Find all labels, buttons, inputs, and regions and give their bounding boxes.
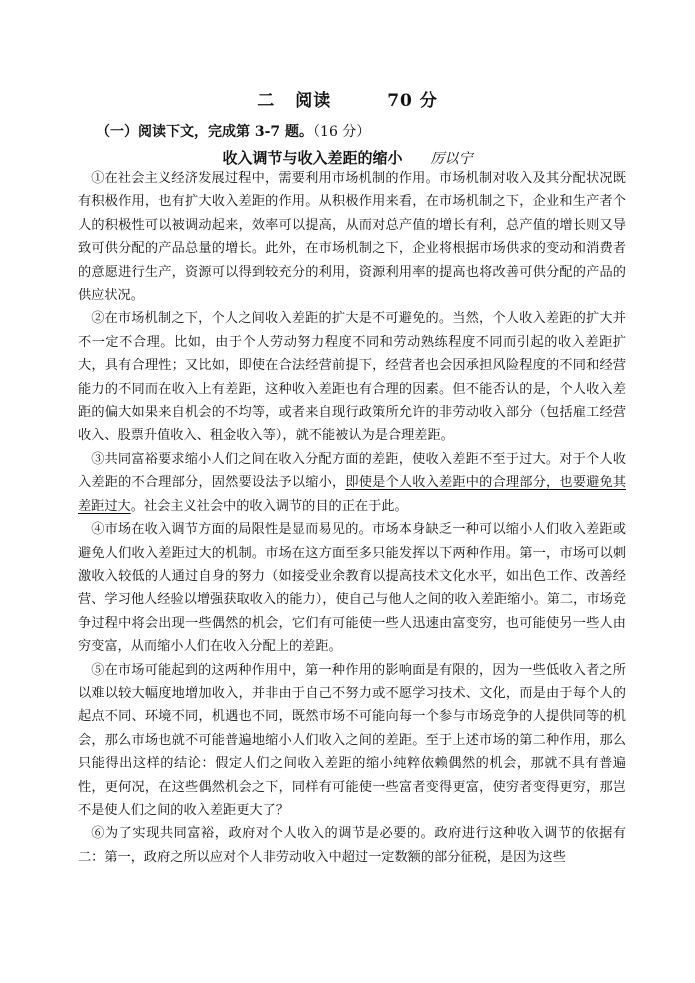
section-number: 二 [257,91,276,111]
paragraph-3 [78,448,626,518]
paragraph-1: ①在社会主义经济发展过程中，需要利用市场机制的作用。市场机制对收入及其分配状况既有积极作用，也有扩大收入差距的作用。从积极作用来看，在市场机制之下，企业和生产者个人的积极性可以被调动起来，效率可以提高，从而对总产值的增长有利，总产值的增长则又导致可供分配的产品总量的增长。此外，在市场机制之下，企业将根据市场供求的变动和消费者的意愿进行生产，资源可以得到较充分的利用，资源利用率的提高也将改善可供分配的产品的供应状况。 [78,171,626,304]
article-title [0,147,695,168]
paragraph-4: ④市场在收入调节方面的局限性是显而易见的。市场本身缺乏一种可以缩小人们收入差距或避免人们收入差距过大的机制。市场在这方面至多只能发挥以下两种作用。第一，市场可以刺激收入较低的人通过自身的努力（如接受业余教育以提高技术文化水平，如出色工作、改善经营、学习他人经验以增强获取收入的能力），使自己与他人之间的收入差距缩小。第二，市场竞争过程中将会出现一些偶然的机会，它们有可能使一些人迅速由富变穷，也可能使另一些人由穷变富，从而缩小人们在收入分配上的差距。 [78,522,626,655]
underlined-sentence: 即使是个人收入差距中的合理部分，也要避免其差距过大 [78,475,626,514]
subsection-label: （一）阅读下文，完成第 3-7 题。 [96,124,314,140]
section-name: 阅读 [295,91,332,111]
article-body [78,167,626,869]
subsection-heading [96,121,370,141]
paragraph-6: ⑥为了实现共同富裕，政府对个人收入的调节是必要的。政府进行这种收入调节的依据有二：第一，政府之所以应对个人非劳动收入中超过一定数额的部分征税，是因为这些 [78,826,626,865]
article-title-text: 收入调节与收入差距的缩小 [222,149,403,167]
paragraph-2: ②在市场机制之下，个人之间收入差距的扩大是不可避免的。当然，个人收入差距的扩大并不一定不合理。比如，由于个人劳动努力程度不同和劳动熟练程度不同而引起的收入差距扩大，具有合理性；又比如，即使在合法经营前提下，经营者也会因承担风险程度的不同和经营能力的不同而在收入上有差距，这种收入差距也有合理的因素。但不能否认的是，个人收入差距的偏大如果来自机会的不均等，或者来自现行政策所允许的非劳动收入部分（包括雇工经营收入、股票升值收入、租金收入等），就不能被认为是合理差距。 [78,311,626,444]
paragraph-3-start: ③共同富裕要求缩小人们之间在收入分配方面的差距，使收入差距不至于过大。对于个人收入差距的不合理部分，固然要设法予以缩小， [78,451,626,491]
paragraph-5: ⑤在市场可能起到的这两种作用中，第一种作用的影响面是有限的，因为一些低收入者之所以难以较大幅度地增加收入，并非由于自己不努力或不愿学习技术、文化，而是由于每个人的起点不同、环境不同，机遇也不同，既然市场不可能向每一个参与市场竞争的人提供同等的机会，那么市场也就不可能普遍地缩小人们收入之间的差距。至于上述市场的第二种作用，那么只能得出这样的结论：假定人们之间收入差距的缩小纯粹依赖偶然的机会，那就不具有普遍性，更何况，在这些偶然机会之下，同样有可能使一些富者变得更富，使穷者变得更穷，那岂不是使人们之间的收入差距更大了？ [78,662,626,818]
section-title [0,86,695,111]
article-author: 厉以宁 [430,151,473,167]
subsection-points: （16 分） [313,124,371,140]
paragraph-3-end: 。社会主义社会中的收入调节的目的正在于此。 [130,498,408,514]
section-score: 70 分 [387,91,438,111]
